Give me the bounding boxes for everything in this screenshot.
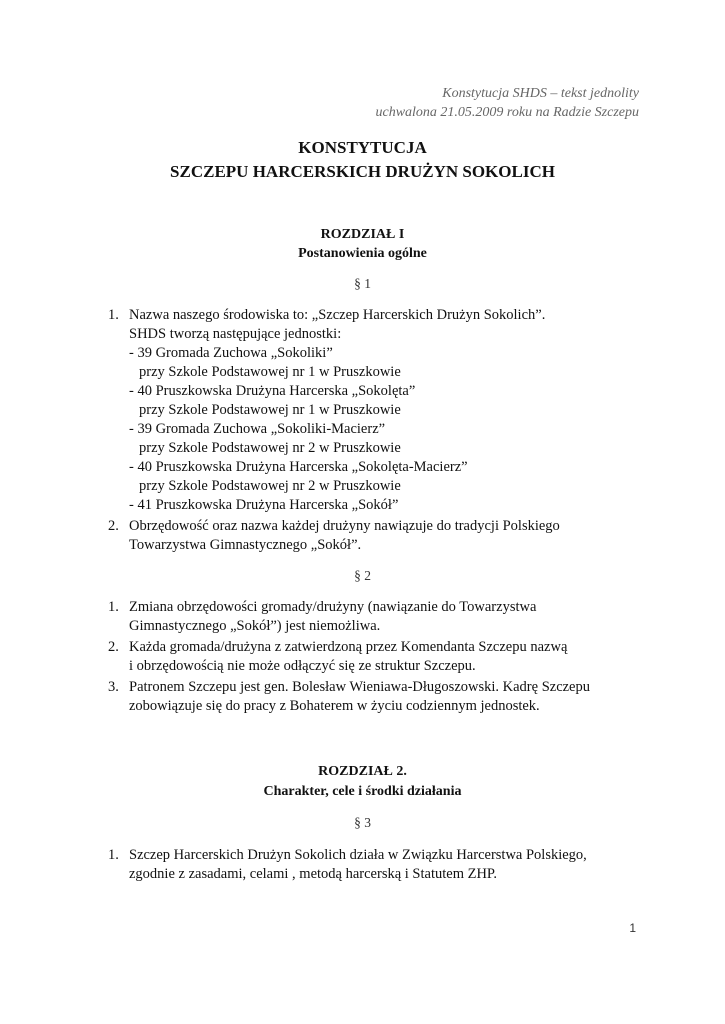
- unit-list-item: - 39 Gromada Zuchowa „Sokoliki-Macierz”: [129, 421, 386, 437]
- list-item-text: Zmiana obrzędowości gromady/drużyny (nawiązanie do Towarzystwa: [129, 599, 537, 615]
- page-number: 1: [629, 921, 636, 935]
- list-item-text: i obrzędowością nie może odłączyć się ze struktur Szczepu.: [129, 658, 476, 674]
- list-number: 1.: [108, 599, 119, 615]
- unit-list-item: przy Szkole Podstawowej nr 2 w Pruszkowie: [139, 478, 401, 494]
- document-subtitle: SZCZEPU HARCERSKICH DRUŻYN SOKOLICH: [170, 162, 555, 181]
- list-number: 2.: [108, 518, 119, 534]
- unit-list-item: przy Szkole Podstawowej nr 2 w Pruszkowie: [139, 440, 401, 456]
- list-item-text: Każda gromada/drużyna z zatwierdzoną przez Komendanta Szczepu nazwą: [129, 639, 568, 655]
- section-2-mark: § 2: [354, 568, 371, 583]
- list-item-text: Towarzystwa Gimnastycznego „Sokół”.: [129, 537, 362, 553]
- chapter-2-subtitle: Charakter, cele i środki działania: [263, 784, 462, 799]
- unit-list-item: - 41 Pruszkowska Drużyna Harcerska „Sokół”: [129, 497, 399, 513]
- unit-list-item: - 39 Gromada Zuchowa „Sokoliki”: [129, 345, 333, 361]
- section-3-mark: § 3: [354, 815, 371, 830]
- list-item-text: SHDS tworzą następujące jednostki:: [129, 326, 342, 342]
- list-number: 1.: [108, 307, 119, 323]
- unit-list-item: przy Szkole Podstawowej nr 1 w Pruszkowie: [139, 364, 401, 380]
- list-number: 2.: [108, 639, 119, 655]
- chapter-1-heading: ROZDZIAŁ I: [320, 227, 405, 242]
- header-adoption-date: uchwalona 21.05.2009 roku na Radzie Szczepu: [375, 105, 639, 120]
- list-item-text: zobowiązuje się do pracy z Bohaterem w życiu codziennym jednostek.: [129, 698, 540, 714]
- list-number: 3.: [108, 679, 119, 695]
- section-1-mark: § 1: [354, 276, 371, 291]
- chapter-1-subtitle: Postanowienia ogólne: [298, 246, 427, 261]
- list-item-text: Gimnastycznego „Sokół”) jest niemożliwa.: [129, 618, 381, 634]
- unit-list-item: przy Szkole Podstawowej nr 1 w Pruszkowie: [139, 402, 401, 418]
- unit-list-item: - 40 Pruszkowska Drużyna Harcerska „Sokolęta”: [129, 383, 416, 399]
- unit-list-item: - 40 Pruszkowska Drużyna Harcerska „Sokolęta-Macierz”: [129, 459, 468, 475]
- chapter-2-heading: ROZDZIAŁ 2.: [318, 764, 407, 779]
- list-item-text: Nazwa naszego środowiska to: „Szczep Harcerskich Drużyn Sokolich”.: [129, 307, 546, 323]
- list-item-text: Obrzędowość oraz nazwa każdej drużyny nawiązuje do tradycji Polskiego: [129, 518, 560, 534]
- list-item-text: zgodnie z zasadami, celami , metodą harcerską i Statutem ZHP.: [129, 866, 498, 882]
- document-title: KONSTYTUCJA: [298, 138, 427, 157]
- header-document-title: Konstytucja SHDS – tekst jednolity: [442, 86, 639, 101]
- list-item-text: Patronem Szczepu jest gen. Bolesław Wieniawa-Długoszowski. Kadrę Szczepu: [129, 679, 590, 695]
- list-item-text: Szczep Harcerskich Drużyn Sokolich działa w Związku Harcerstwa Polskiego,: [129, 847, 587, 863]
- list-number: 1.: [108, 847, 119, 863]
